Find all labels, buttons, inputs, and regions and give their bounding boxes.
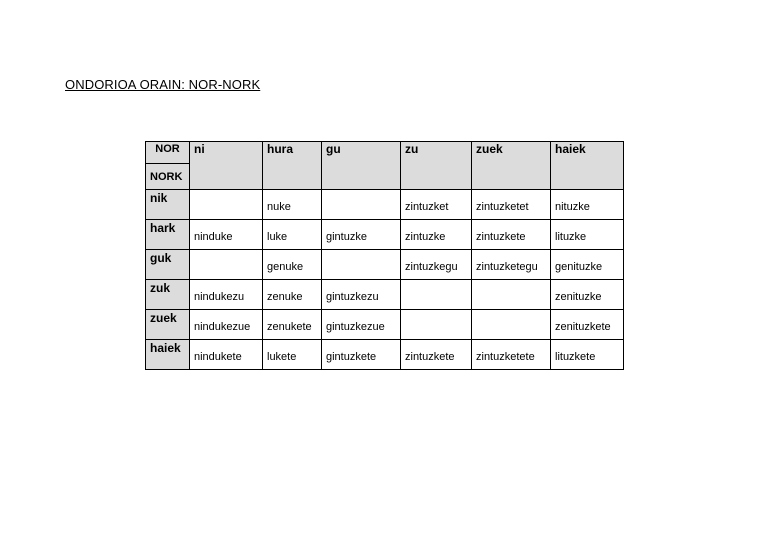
- table-cell: nindukezue: [190, 310, 263, 340]
- table-cell: genituzke: [551, 250, 624, 280]
- row-header: nik: [146, 190, 190, 220]
- table-cell: [472, 280, 551, 310]
- column-header: zuek: [472, 142, 551, 190]
- table-cell: zenukete: [263, 310, 322, 340]
- row-header: zuk: [146, 280, 190, 310]
- page-title: ONDORIOA ORAIN: NOR-NORK: [65, 77, 261, 92]
- row-header: guk: [146, 250, 190, 280]
- row-header: hark: [146, 220, 190, 250]
- table-cell: [322, 250, 401, 280]
- table-row: [146, 310, 624, 340]
- table-cell: luke: [263, 220, 322, 250]
- table-cell: zintuzket: [401, 190, 472, 220]
- table-cell: zintuzketet: [472, 190, 551, 220]
- table-cell: genuke: [263, 250, 322, 280]
- table-cell: [190, 190, 263, 220]
- row-header: zuek: [146, 310, 190, 340]
- table-row: [146, 220, 624, 250]
- column-header: haiek: [551, 142, 624, 190]
- table-cell: nindukezu: [190, 280, 263, 310]
- table-cell: gintuzkete: [322, 340, 401, 370]
- table-cell: [322, 190, 401, 220]
- column-header: zu: [401, 142, 472, 190]
- table-cell: nuke: [263, 190, 322, 220]
- table-row: [146, 190, 624, 220]
- corner-nork-label: NORK: [146, 164, 190, 190]
- table-cell: zintuzke: [401, 220, 472, 250]
- table-row: [146, 250, 624, 280]
- table-cell: zintuzkete: [401, 340, 472, 370]
- row-header: haiek: [146, 340, 190, 370]
- table-cell: zintuzketegu: [472, 250, 551, 280]
- table-cell: gintuzke: [322, 220, 401, 250]
- table-cell: zenituzkete: [551, 310, 624, 340]
- table-cell: zintuzkete: [472, 220, 551, 250]
- column-header: ni: [190, 142, 263, 190]
- table-cell: [472, 310, 551, 340]
- table-cell: [190, 250, 263, 280]
- table-cell: zenituzke: [551, 280, 624, 310]
- table-row: [146, 280, 624, 310]
- table-cell: zintuzkegu: [401, 250, 472, 280]
- table-cell: ninduke: [190, 220, 263, 250]
- table-cell: lituzkete: [551, 340, 624, 370]
- table-cell: zintuzketete: [472, 340, 551, 370]
- table-cell: nituzke: [551, 190, 624, 220]
- table-cell: [401, 280, 472, 310]
- table-cell: nindukete: [190, 340, 263, 370]
- table-cell: zenuke: [263, 280, 322, 310]
- corner-nor-label: NOR: [146, 142, 190, 164]
- table-cell: lukete: [263, 340, 322, 370]
- table-cell: lituzke: [551, 220, 624, 250]
- column-header: hura: [263, 142, 322, 190]
- table-row: [146, 340, 624, 370]
- table-cell: [401, 310, 472, 340]
- column-header: gu: [322, 142, 401, 190]
- conjugation-table: [145, 141, 624, 370]
- table-cell: gintuzkezu: [322, 280, 401, 310]
- table-cell: gintuzkezue: [322, 310, 401, 340]
